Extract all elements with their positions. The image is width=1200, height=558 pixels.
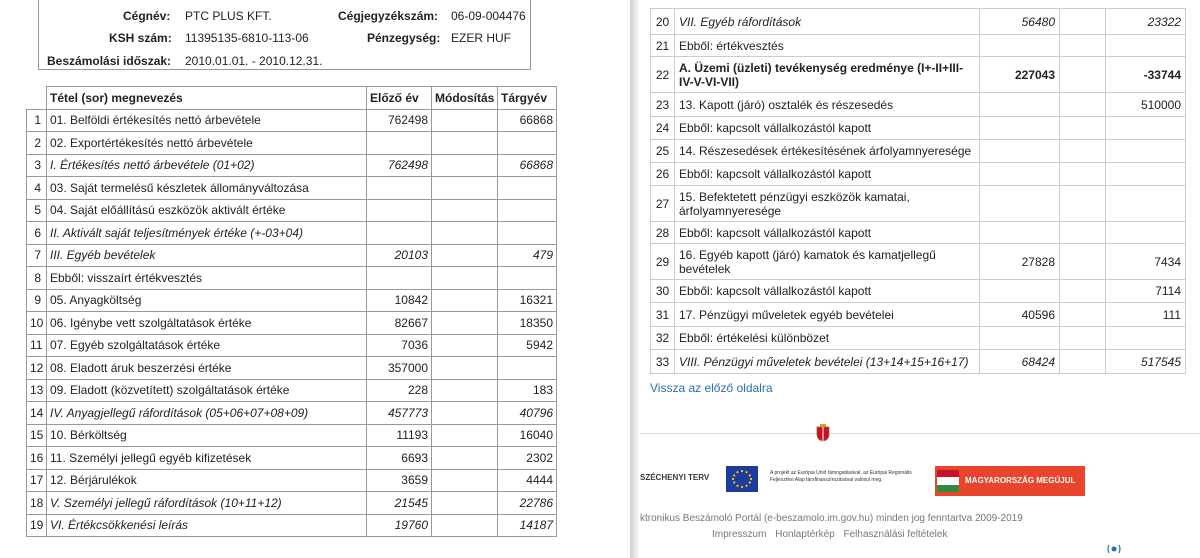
company-value: PTC PLUS KFT.	[185, 9, 272, 23]
row-current-year	[498, 177, 557, 200]
row-number: 24	[651, 117, 675, 140]
row-name: 16. Egyéb kapott (járó) kamatok és kamatjellegű bevételek	[675, 244, 980, 280]
row-prev-year	[980, 140, 1060, 163]
row-modification	[432, 177, 498, 200]
table-row	[27, 379, 557, 402]
row-number: 5	[27, 199, 47, 222]
row-number: 28	[651, 222, 675, 244]
header-blank	[27, 87, 47, 110]
row-name: III. Egyéb bevételek	[47, 244, 367, 267]
hungarian-crest-icon	[815, 424, 831, 442]
row-modification	[432, 424, 498, 447]
footer-link-sitemap[interactable]: Honlaptérkép	[775, 529, 835, 540]
row-number: 8	[27, 267, 47, 290]
row-current-year: -33744	[1106, 57, 1186, 93]
row-name: 14. Részesedések értékesítésének árfolyamnyeresége	[675, 140, 980, 163]
row-number: 29	[651, 244, 675, 280]
row-number: 11	[27, 334, 47, 357]
row-current-year: 510000	[1106, 93, 1186, 117]
row-modification	[1060, 35, 1106, 57]
row-name: V. Személyi jellegű ráfordítások (10+11+12)	[47, 492, 367, 515]
row-name: 12. Bérjárulékok	[47, 469, 367, 492]
row-name: Ebből: kapcsolt vállalkozástól kapott	[675, 117, 980, 140]
row-current-year	[1106, 140, 1186, 163]
eu-support-text: A projekt az Európai Unió támogatásával, az Európai Regionális Fejlesztési Alap társfinanszírozásával valósul meg.	[770, 470, 912, 483]
income-table-left	[26, 86, 557, 537]
table-row	[651, 35, 1186, 57]
footer-links	[712, 529, 953, 540]
table-row	[27, 177, 557, 200]
row-number: 13	[27, 379, 47, 402]
table-row	[651, 163, 1186, 186]
row-prev-year	[980, 280, 1060, 303]
row-modification	[432, 514, 498, 537]
currency-label: Pénzegység:	[367, 31, 441, 45]
row-current-year: 66868	[498, 154, 557, 177]
row-modification	[1060, 93, 1106, 117]
table-row	[27, 199, 557, 222]
table-row	[27, 424, 557, 447]
footer-link-terms[interactable]: Felhasználási feltételek	[843, 529, 948, 540]
row-number: 9	[27, 289, 47, 312]
row-prev-year: 228	[367, 379, 432, 402]
row-prev-year	[980, 222, 1060, 244]
magyarorszag-megujul-banner	[935, 466, 1085, 496]
table-row	[27, 289, 557, 312]
row-modification	[1060, 327, 1106, 350]
back-link[interactable]: Vissza az előző oldalra	[650, 381, 773, 395]
row-modification	[432, 357, 498, 380]
table-row	[651, 280, 1186, 303]
row-prev-year: 227043	[980, 57, 1060, 93]
row-current-year	[1106, 327, 1186, 350]
table-row	[27, 222, 557, 245]
right-panel	[640, 0, 1200, 558]
table-row	[651, 350, 1186, 374]
row-name: 08. Eladott áruk beszerzési értéke	[47, 357, 367, 380]
table-row	[651, 140, 1186, 163]
panel-shadow	[630, 0, 640, 558]
header-prev-year: Előző év	[367, 87, 432, 110]
row-name: 03. Saját termelésű készletek állományváltozása	[47, 177, 367, 200]
row-prev-year: 40596	[980, 303, 1060, 327]
row-prev-year: 762498	[367, 109, 432, 132]
row-current-year: 4444	[498, 469, 557, 492]
reg-label: Cégjegyzékszám:	[338, 9, 439, 23]
row-name: Ebből: kapcsolt vállalkozástól kapott	[675, 222, 980, 244]
table-row	[27, 469, 557, 492]
row-current-year	[1106, 35, 1186, 57]
row-prev-year: 11193	[367, 424, 432, 447]
row-modification	[432, 267, 498, 290]
row-name: Ebből: értékelési különbözet	[675, 327, 980, 350]
table-row	[651, 244, 1186, 280]
row-prev-year	[980, 117, 1060, 140]
row-number: 22	[651, 57, 675, 93]
row-number: 17	[27, 469, 47, 492]
footer-copyright: ktronikus Beszámoló Portál (e-beszamolo.im.gov.hu) minden jog fenntartva 2009-2019	[640, 513, 1023, 524]
row-modification	[1060, 9, 1106, 35]
row-current-year: 183	[498, 379, 557, 402]
row-current-year	[1106, 163, 1186, 186]
table-row	[651, 186, 1186, 222]
row-current-year: 23322	[1106, 9, 1186, 35]
table-row	[651, 303, 1186, 327]
row-name: 02. Exportértékesítés nettó árbevétele	[47, 132, 367, 155]
row-current-year	[1106, 117, 1186, 140]
row-name: 04. Saját előállítású eszközök aktivált értéke	[47, 199, 367, 222]
table-row	[27, 132, 557, 155]
row-current-year	[498, 267, 557, 290]
row-modification	[432, 244, 498, 267]
szechenyi-logo: SZÉCHENYI TERV	[640, 473, 710, 482]
table-header-row	[27, 87, 557, 110]
header-current-year: Tárgyév	[498, 87, 557, 110]
row-modification	[1060, 140, 1106, 163]
row-current-year: 66868	[498, 109, 557, 132]
eu-flag-icon	[726, 466, 758, 492]
company-header-box	[38, 0, 531, 70]
row-modification	[432, 154, 498, 177]
row-current-year	[498, 357, 557, 380]
row-number: 26	[651, 163, 675, 186]
row-current-year	[1106, 222, 1186, 244]
table-row	[27, 447, 557, 470]
row-number: 1	[27, 109, 47, 132]
table-row	[27, 492, 557, 515]
row-prev-year	[980, 186, 1060, 222]
table-row	[27, 357, 557, 380]
row-modification	[432, 379, 498, 402]
row-prev-year	[980, 163, 1060, 186]
row-number: 25	[651, 140, 675, 163]
row-name: I. Értékesítés nettó árbevétele (01+02)	[47, 154, 367, 177]
income-table-right	[650, 8, 1186, 374]
row-prev-year: 762498	[367, 154, 432, 177]
table-row	[27, 244, 557, 267]
row-modification	[432, 222, 498, 245]
row-number: 10	[27, 312, 47, 335]
row-current-year: 16040	[498, 424, 557, 447]
row-name: VIII. Pénzügyi műveletek bevételei (13+14+15+16+17)	[675, 350, 980, 374]
table-row	[651, 93, 1186, 117]
row-prev-year	[367, 199, 432, 222]
row-current-year	[498, 222, 557, 245]
row-current-year: 18350	[498, 312, 557, 335]
table-row	[651, 327, 1186, 350]
row-modification	[432, 289, 498, 312]
renew-text: MAGYARORSZÁG MEGÚJUL	[965, 476, 1076, 485]
row-prev-year: 457773	[367, 402, 432, 425]
table-row	[651, 222, 1186, 244]
row-number: 31	[651, 303, 675, 327]
row-number: 18	[27, 492, 47, 515]
row-number: 20	[651, 9, 675, 35]
footer-link-impresszum[interactable]: Impresszum	[712, 529, 767, 540]
period-value: 2010.01.01. - 2010.12.31.	[185, 54, 323, 68]
row-prev-year	[980, 35, 1060, 57]
row-modification	[1060, 350, 1106, 374]
row-prev-year: 21545	[367, 492, 432, 515]
row-prev-year	[367, 222, 432, 245]
reg-value: 06-09-004476	[451, 9, 526, 23]
row-current-year: 2302	[498, 447, 557, 470]
row-modification	[432, 109, 498, 132]
row-modification	[432, 132, 498, 155]
table-row	[651, 9, 1186, 35]
row-number: 32	[651, 327, 675, 350]
row-prev-year: 7036	[367, 334, 432, 357]
row-current-year: 7114	[1106, 280, 1186, 303]
row-modification	[432, 492, 498, 515]
row-number: 6	[27, 222, 47, 245]
table-row	[27, 312, 557, 335]
table-row	[651, 57, 1186, 93]
row-modification	[432, 402, 498, 425]
row-current-year	[1106, 186, 1186, 222]
table-row	[27, 267, 557, 290]
ksh-label: KSH szám:	[109, 31, 172, 45]
row-current-year: 517545	[1106, 350, 1186, 374]
row-prev-year: 19760	[367, 514, 432, 537]
period-label: Beszámolási időszak:	[47, 54, 172, 68]
table-row	[27, 514, 557, 537]
row-name: Ebből: értékvesztés	[675, 35, 980, 57]
row-name: II. Aktivált saját teljesítmények értéke (+-03+04)	[47, 222, 367, 245]
row-number: 16	[27, 447, 47, 470]
row-number: 30	[651, 280, 675, 303]
header-modification: Módosítás	[432, 87, 498, 110]
row-number: 7	[27, 244, 47, 267]
row-prev-year: 68424	[980, 350, 1060, 374]
row-current-year: 16321	[498, 289, 557, 312]
row-prev-year: 10842	[367, 289, 432, 312]
row-modification	[1060, 303, 1106, 327]
row-modification	[432, 447, 498, 470]
table-row	[27, 402, 557, 425]
row-modification	[1060, 163, 1106, 186]
row-name: 13. Kapott (járó) osztalék és részesedés	[675, 93, 980, 117]
row-prev-year: 56480	[980, 9, 1060, 35]
row-number: 14	[27, 402, 47, 425]
table-row	[27, 154, 557, 177]
row-modification	[1060, 222, 1106, 244]
row-modification	[1060, 186, 1106, 222]
row-number: 2	[27, 132, 47, 155]
row-number: 12	[27, 357, 47, 380]
row-current-year: 40796	[498, 402, 557, 425]
row-name: 05. Anyagköltség	[47, 289, 367, 312]
table-row	[27, 109, 557, 132]
row-name: Ebből: kapcsolt vállalkozástól kapott	[675, 280, 980, 303]
row-prev-year	[980, 327, 1060, 350]
row-current-year: 14187	[498, 514, 557, 537]
row-number: 15	[27, 424, 47, 447]
row-number: 19	[27, 514, 47, 537]
company-label: Cégnév:	[123, 9, 171, 23]
row-current-year: 479	[498, 244, 557, 267]
row-current-year: 7434	[1106, 244, 1186, 280]
row-name: 15. Befektetett pénzügyi eszközök kamatai, árfolyamnyeresége	[675, 186, 980, 222]
footer-divider	[640, 433, 1200, 434]
row-modification	[432, 469, 498, 492]
row-current-year: 111	[1106, 303, 1186, 327]
row-number: 33	[651, 350, 675, 374]
row-number: 27	[651, 186, 675, 222]
row-number: 21	[651, 35, 675, 57]
row-current-year	[498, 199, 557, 222]
row-prev-year	[367, 132, 432, 155]
header-item-name: Tétel (sor) megnevezés	[47, 87, 367, 110]
row-prev-year: 82667	[367, 312, 432, 335]
row-name: 09. Eladott (közvetített) szolgáltatások értéke	[47, 379, 367, 402]
row-prev-year	[367, 177, 432, 200]
row-modification	[1060, 57, 1106, 93]
row-name: 10. Bérköltség	[47, 424, 367, 447]
row-prev-year: 3659	[367, 469, 432, 492]
row-prev-year: 27828	[980, 244, 1060, 280]
row-modification	[432, 312, 498, 335]
row-prev-year	[980, 93, 1060, 117]
row-modification	[1060, 280, 1106, 303]
row-name: 17. Pénzügyi műveletek egyéb bevételei	[675, 303, 980, 327]
currency-value: EZER HUF	[451, 31, 511, 45]
table-row	[27, 334, 557, 357]
row-number: 23	[651, 93, 675, 117]
row-name: Ebből: kapcsolt vállalkozástól kapott	[675, 163, 980, 186]
hungary-flag-icon	[937, 470, 959, 492]
row-prev-year: 6693	[367, 447, 432, 470]
row-name: IV. Anyagjellegű ráfordítások (05+06+07+08+09)	[47, 402, 367, 425]
table-row	[651, 117, 1186, 140]
row-prev-year: 20103	[367, 244, 432, 267]
row-prev-year: 357000	[367, 357, 432, 380]
row-current-year	[498, 132, 557, 155]
row-name: 06. Igénybe vett szolgáltatások értéke	[47, 312, 367, 335]
row-modification	[432, 199, 498, 222]
accessibility-icon[interactable]	[1107, 543, 1121, 555]
row-number: 4	[27, 177, 47, 200]
row-name: 11. Személyi jellegű egyéb kifizetések	[47, 447, 367, 470]
row-number: 3	[27, 154, 47, 177]
sponsor-logos	[640, 462, 1200, 502]
row-current-year: 5942	[498, 334, 557, 357]
row-name: 07. Egyéb szolgáltatások értéke	[47, 334, 367, 357]
row-name: VII. Egyéb ráfordítások	[675, 9, 980, 35]
row-name: Ebből: visszaírt értékvesztés	[47, 267, 367, 290]
row-modification	[432, 334, 498, 357]
row-current-year: 22786	[498, 492, 557, 515]
row-name: VI. Értékcsökkenési leírás	[47, 514, 367, 537]
row-name: A. Üzemi (üzleti) tevékenység eredménye (I+-II+III-IV-V-VI-VII)	[675, 57, 980, 93]
row-modification	[1060, 117, 1106, 140]
row-prev-year	[367, 267, 432, 290]
row-modification	[1060, 244, 1106, 280]
ksh-value: 11395135-6810-113-06	[185, 31, 309, 45]
row-name: 01. Belföldi értékesítés nettó árbevétele	[47, 109, 367, 132]
